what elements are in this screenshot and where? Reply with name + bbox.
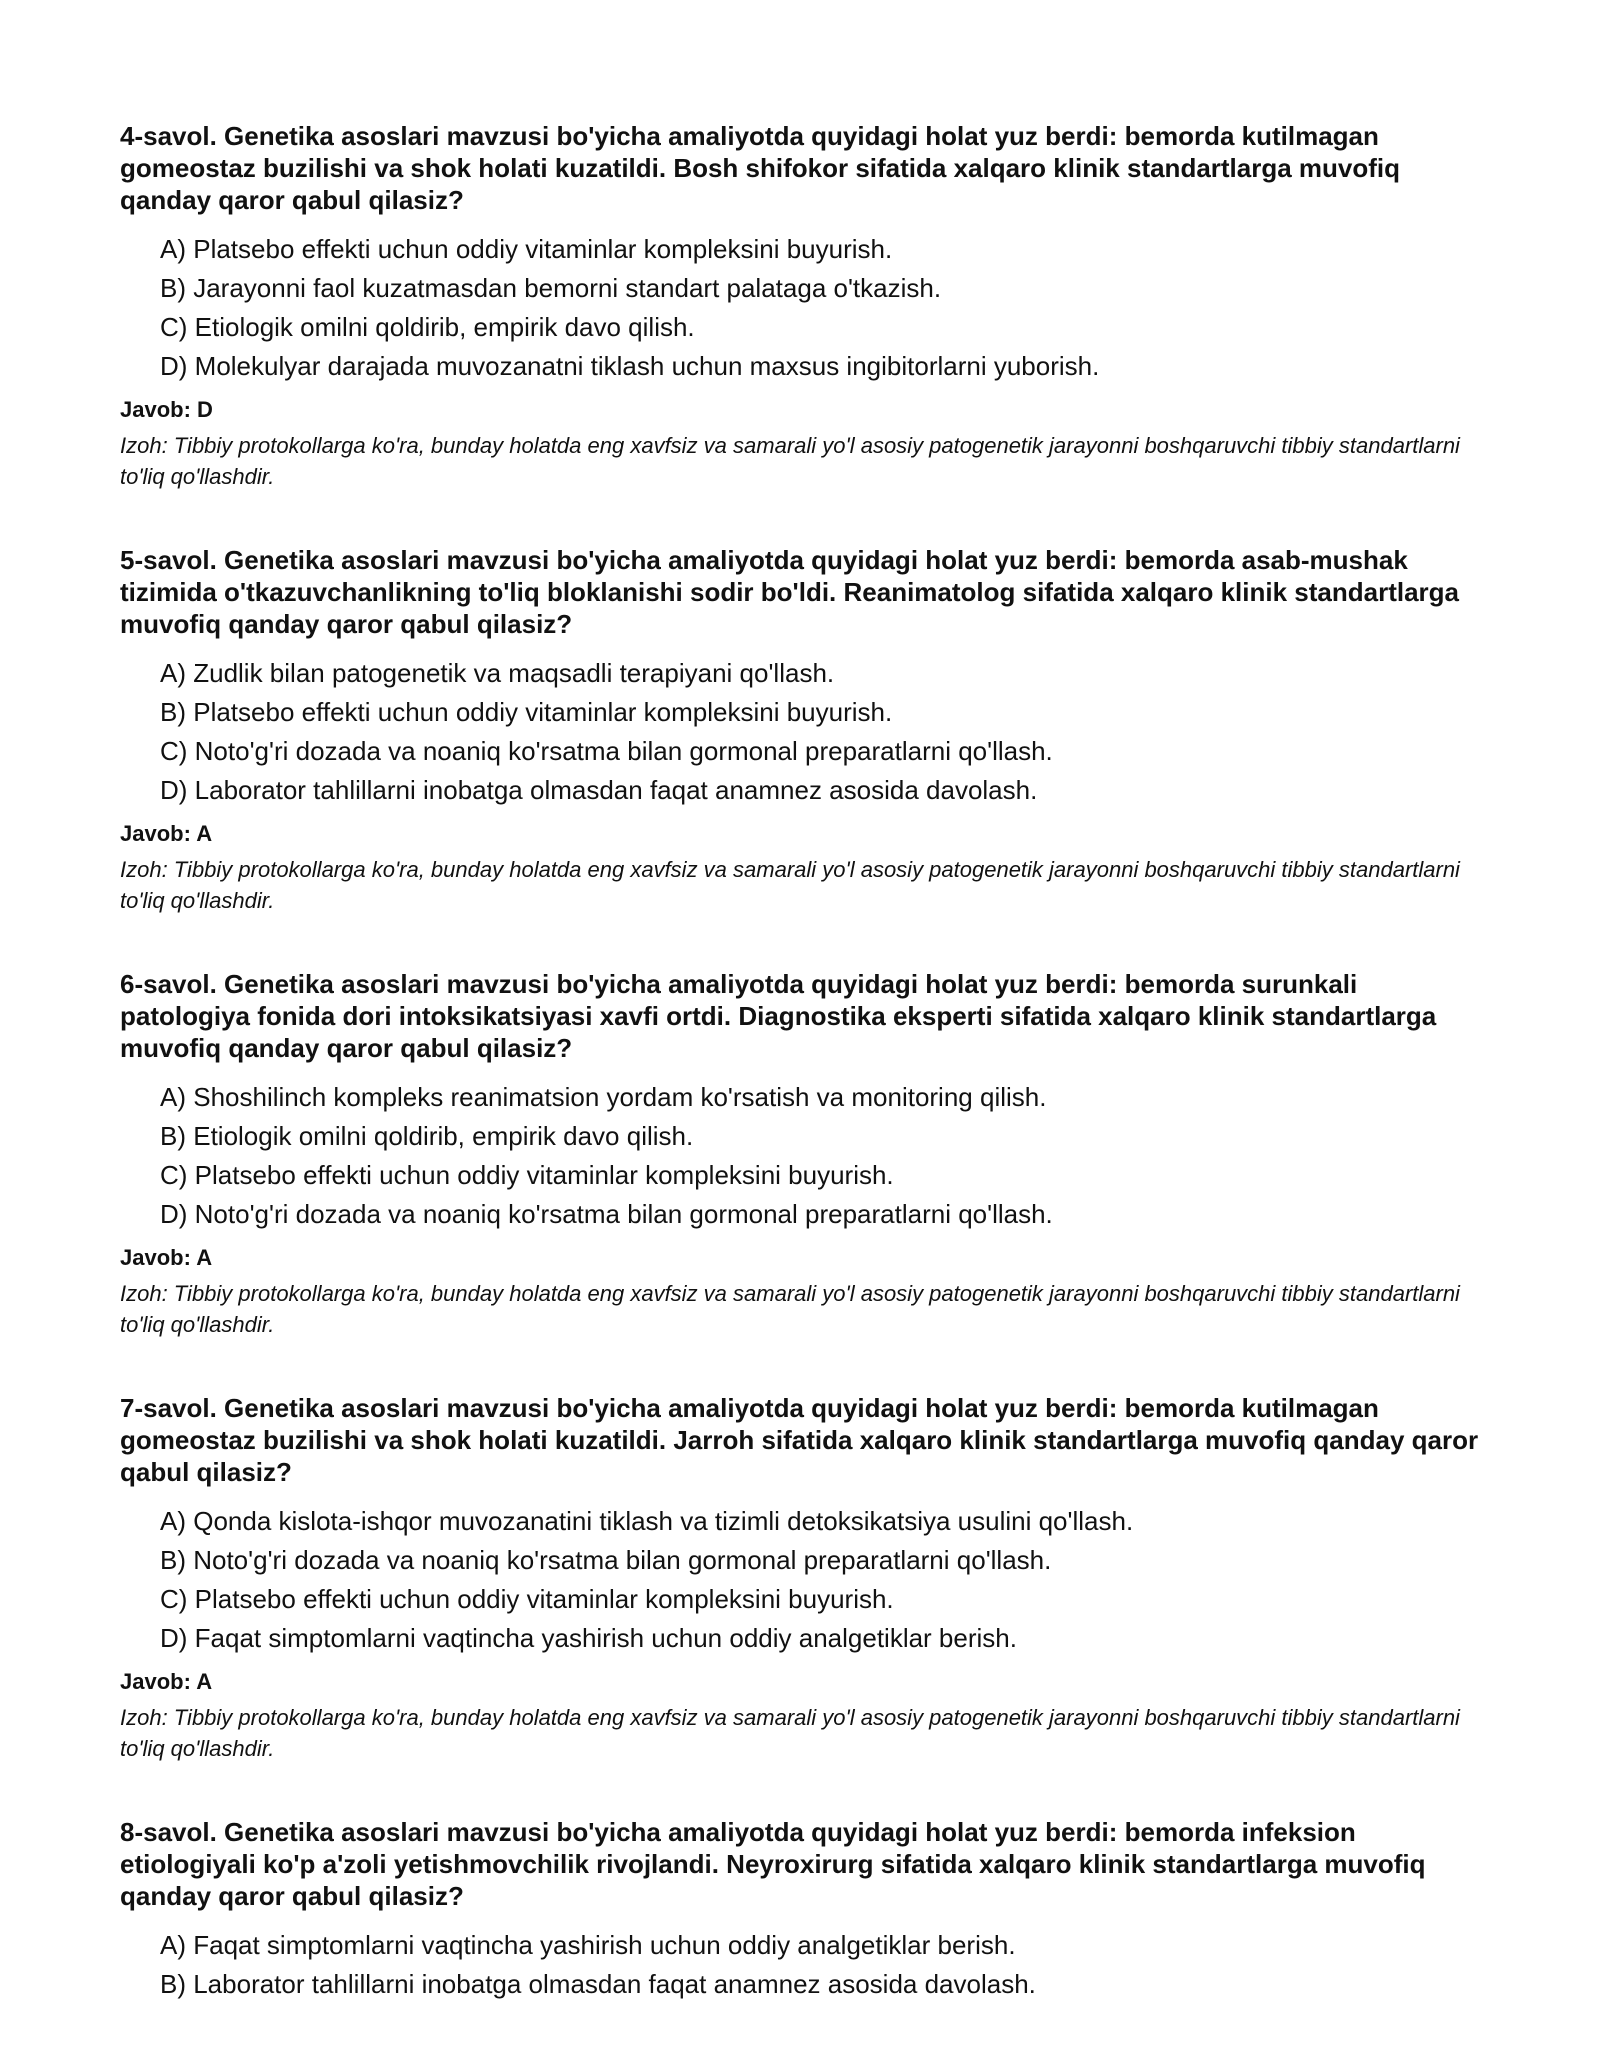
answer: Javob: D (120, 397, 213, 422)
options-list (120, 1502, 1482, 1658)
options-list (120, 230, 1482, 386)
option-d: D) Molekulyar darajada muvozanatni tiklash uchun maxsus ingibitorlarni yuborish. (160, 351, 1100, 381)
option-b: B) Laborator tahlillarni inobatga olmasdan faqat anamnez asosida davolash. (160, 1969, 1036, 1999)
option-a: A) Zudlik bilan patogenetik va maqsadli terapiyani qo'llash. (160, 658, 835, 688)
option-d: D) Noto'g'ri dozada va noaniq ko'rsatma bilan gormonal preparatlarni qo'llash. (160, 1199, 1053, 1229)
option-b: B) Etiologik omilni qoldirib, empirik davo qilish. (160, 1121, 694, 1151)
question-text: 4-savol. Genetika asoslari mavzusi bo'yicha amaliyotda quyidagi holat yuz berdi: bemorda kutilmagan gomeostaz buzilishi va shok holati kuzatildi. Bosh shifokor sifatida xalqaro klinik standartlarga muvofiq qanday qaror qabul qilasiz? (120, 121, 1401, 215)
option-a: A) Faqat simptomlarni vaqtincha yashirish uchun oddiy analgetiklar berish. (160, 1930, 1016, 1960)
option-c: C) Platsebo effekti uchun oddiy vitaminlar kompleksini buyurish. (160, 1160, 894, 1190)
option-a: A) Qonda kislota-ishqor muvozanatini tiklash va tizimli detoksikatsiya usulini qo'llash. (160, 1506, 1134, 1536)
explanation-note: Izoh: Tibbiy protokollarga ko'ra, bunday holatda eng xavfsiz va samarali yo'l asosiy patogenetik jarayonni boshqaruvchi tibbiy standartlarni to'liq qo'llashdir. (120, 857, 1460, 913)
question-text: 8-savol. Genetika asoslari mavzusi bo'yicha amaliyotda quyidagi holat yuz berdi: bemorda infeksion etiologiyali ko'p a'zoli yetishmovchilik rivojlandi. Neyroxirurg sifatida xalqaro klinik standartlarga muvofiq qanday qaror qabul qilasiz? (120, 1817, 1426, 1911)
option-a: A) Platsebo effekti uchun oddiy vitaminlar kompleksini buyurish. (160, 234, 893, 264)
explanation-note: Izoh: Tibbiy protokollarga ko'ra, bunday holatda eng xavfsiz va samarali yo'l asosiy patogenetik jarayonni boshqaruvchi tibbiy standartlarni to'liq qo'llashdir. (120, 1281, 1460, 1337)
question-text: 5-savol. Genetika asoslari mavzusi bo'yicha amaliyotda quyidagi holat yuz berdi: bemorda asab-mushak tizimida o'tkazuvchanlikning to'liq bloklanishi sodir bo'ldi. Reanimatolog sifatida xalqaro klinik standartlarga muvofiq qanday qaror qabul qilasiz? (120, 545, 1459, 639)
option-a: A) Shoshilinch kompleks reanimatsion yordam ko'rsatish va monitoring qilish. (160, 1082, 1047, 1112)
option-c: C) Platsebo effekti uchun oddiy vitaminlar kompleksini buyurish. (160, 1584, 894, 1614)
option-b: B) Platsebo effekti uchun oddiy vitaminlar kompleksini buyurish. (160, 697, 893, 727)
option-b: B) Jarayonni faol kuzatmasdan bemorni standart palataga o'tkazish. (160, 273, 942, 303)
explanation-note: Izoh: Tibbiy protokollarga ko'ra, bunday holatda eng xavfsiz va samarali yo'l asosiy patogenetik jarayonni boshqaruvchi tibbiy standartlarni to'liq qo'llashdir. (120, 1705, 1460, 1761)
option-d: D) Laborator tahlillarni inobatga olmasdan faqat anamnez asosida davolash. (160, 775, 1038, 805)
question-4 (120, 120, 1482, 492)
question-text: 7-savol. Genetika asoslari mavzusi bo'yicha amaliyotda quyidagi holat yuz berdi: bemorda kutilmagan gomeostaz buzilishi va shok holati kuzatildi. Jarroh sifatida xalqaro klinik standartlarga muvofiq qanday qaror qabul qilasiz? (120, 1393, 1479, 1487)
options-list (120, 1926, 1482, 2004)
question-5 (120, 544, 1482, 916)
answer: Javob: A (120, 1245, 213, 1270)
explanation-note: Izoh: Tibbiy protokollarga ko'ra, bunday holatda eng xavfsiz va samarali yo'l asosiy patogenetik jarayonni boshqaruvchi tibbiy standartlarni to'liq qo'llashdir. (120, 433, 1460, 489)
answer: Javob: A (120, 821, 213, 846)
question-6 (120, 968, 1482, 1340)
question-7 (120, 1392, 1482, 1764)
option-d: D) Faqat simptomlarni vaqtincha yashirish uchun oddiy analgetiklar berish. (160, 1623, 1017, 1653)
answer: Javob: A (120, 1669, 213, 1694)
option-b: B) Noto'g'ri dozada va noaniq ko'rsatma bilan gormonal preparatlarni qo'llash. (160, 1545, 1052, 1575)
options-list (120, 654, 1482, 810)
question-text: 6-savol. Genetika asoslari mavzusi bo'yicha amaliyotda quyidagi holat yuz berdi: bemorda surunkali patologiya fonida dori intoksikatsiyasi xavfi ortdi. Diagnostika eksperti sifatida xalqaro klinik standartlarga muvofiq qanday qaror qabul qilasiz? (120, 969, 1437, 1063)
question-8 (120, 1816, 1482, 2004)
option-c: C) Etiologik omilni qoldirib, empirik davo qilish. (160, 312, 695, 342)
option-c: C) Noto'g'ri dozada va noaniq ko'rsatma bilan gormonal preparatlarni qo'llash. (160, 736, 1053, 766)
options-list (120, 1078, 1482, 1234)
